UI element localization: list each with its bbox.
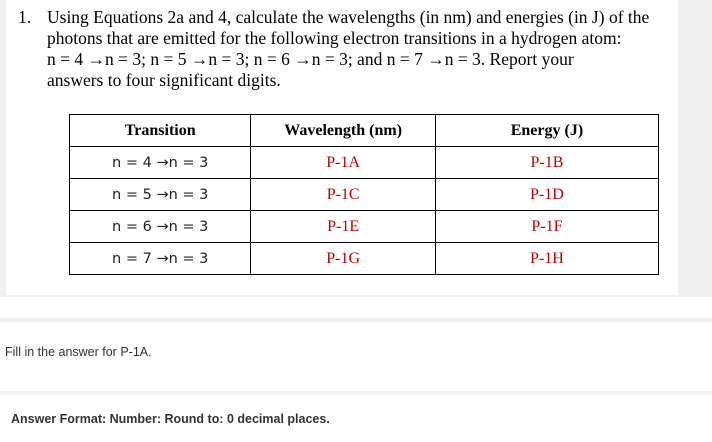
question-text	[47, 7, 677, 91]
question-card	[6, 0, 678, 295]
divider	[0, 391, 712, 395]
transition-cell: n = 4 →n = 3	[70, 147, 251, 179]
prompt-text: Fill in the answer for P-1A.	[5, 345, 152, 359]
table-row	[70, 179, 659, 211]
question-number: 1.	[18, 7, 32, 27]
table-row	[70, 243, 659, 275]
transition-cell: n = 6 →n = 3	[70, 211, 251, 243]
transition-cell: n = 5 →n = 3	[70, 179, 251, 211]
energy-cell: P-1H	[435, 243, 658, 275]
question-line: answers to four significant digits.	[47, 70, 281, 90]
energy-cell: P-1B	[435, 147, 658, 179]
transitions-table	[69, 114, 659, 275]
answer-format-text: Answer Format: Number: Round to: 0 decimal places.	[11, 412, 330, 426]
table-row	[70, 147, 659, 179]
wavelength-cell: P-1A	[251, 147, 435, 179]
question-line: n = 4 →n = 3; n = 5 →n = 3; n = 6 →n = 3; and n = 7 →n = 3. Report your	[47, 49, 574, 69]
wavelength-cell: P-1G	[251, 243, 435, 275]
transition-cell: n = 7 →n = 3	[70, 243, 251, 275]
wavelength-cell: P-1C	[251, 179, 435, 211]
question-line: photons that are emitted for the following electron transitions in a hydrogen atom:	[47, 28, 622, 48]
energy-cell: P-1F	[435, 211, 658, 243]
table-header-row	[70, 115, 659, 147]
header-transition: Transition	[70, 115, 251, 147]
table-row	[70, 211, 659, 243]
divider	[0, 318, 712, 322]
header-wavelength: Wavelength (nm)	[251, 115, 435, 147]
energy-cell: P-1D	[435, 179, 658, 211]
question-line: Using Equations 2a and 4, calculate the wavelengths (in nm) and energies (in J) of the	[47, 7, 650, 27]
header-energy: Energy (J)	[435, 115, 658, 147]
wavelength-cell: P-1E	[251, 211, 435, 243]
